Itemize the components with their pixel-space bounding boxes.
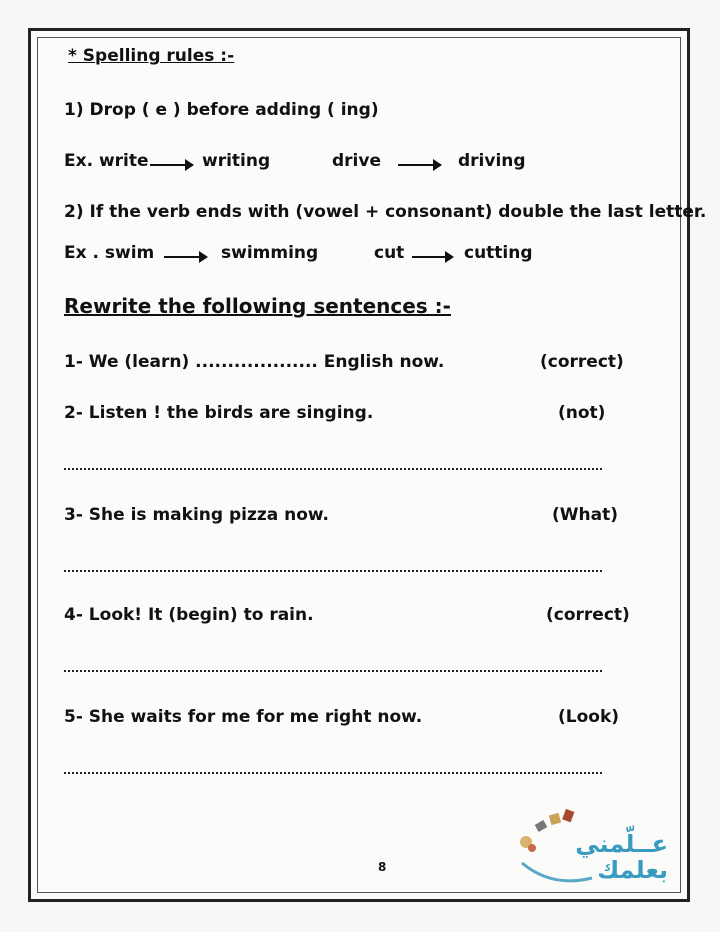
rule-1-example-result: writing <box>202 151 271 171</box>
sentence-1: 1- We (learn) ................... English now. <box>64 352 445 372</box>
arrow-icon <box>398 164 440 166</box>
rule-1-example2-word: drive <box>332 151 381 171</box>
arrow-icon <box>412 256 452 258</box>
arrow-icon <box>150 164 192 166</box>
sentence-5: 5- She waits for me for me right now. <box>64 707 423 727</box>
sentence-4: 4- Look! It (begin) to rain. <box>64 605 314 625</box>
rule-1-example-word: Ex. write <box>64 151 149 171</box>
rule-2-example2-result: cutting <box>464 243 533 263</box>
logo-text-line2: بعلمك <box>597 856 668 884</box>
spelling-heading: * Spelling rules :- <box>68 46 235 66</box>
sentence-3: 3- She is making pizza now. <box>64 505 330 525</box>
sentence-5-hint: (Look) <box>558 707 620 727</box>
rule-2-example-result: swimming <box>221 243 319 263</box>
sentence-3-hint: (What) <box>552 505 618 525</box>
brand-logo <box>512 808 672 892</box>
arrow-icon <box>164 256 206 258</box>
sentence-2: 2- Listen ! the birds are singing. <box>64 403 374 423</box>
sentence-1-hint: (correct) <box>540 352 624 372</box>
answer-line-4 <box>64 670 602 672</box>
rule-2: 2) If the verb ends with (vowel + consonant) double the last letter. <box>64 202 707 222</box>
sentence-4-hint: (correct) <box>546 605 630 625</box>
rewrite-heading: Rewrite the following sentences :- <box>64 294 451 318</box>
page-number: 8 <box>378 860 387 874</box>
rule-1-example2-result: driving <box>458 151 526 171</box>
answer-line-2 <box>64 468 602 470</box>
rule-2-example2-word: cut <box>374 243 405 263</box>
rule-1: 1) Drop ( e ) before adding ( ing) <box>64 100 379 120</box>
logo-text-line1: عــلّمني <box>575 830 668 858</box>
answer-line-3 <box>64 570 602 572</box>
rule-2-example-word: Ex . swim <box>64 243 155 263</box>
answer-line-5 <box>64 772 602 774</box>
sentence-2-hint: (not) <box>558 403 606 423</box>
